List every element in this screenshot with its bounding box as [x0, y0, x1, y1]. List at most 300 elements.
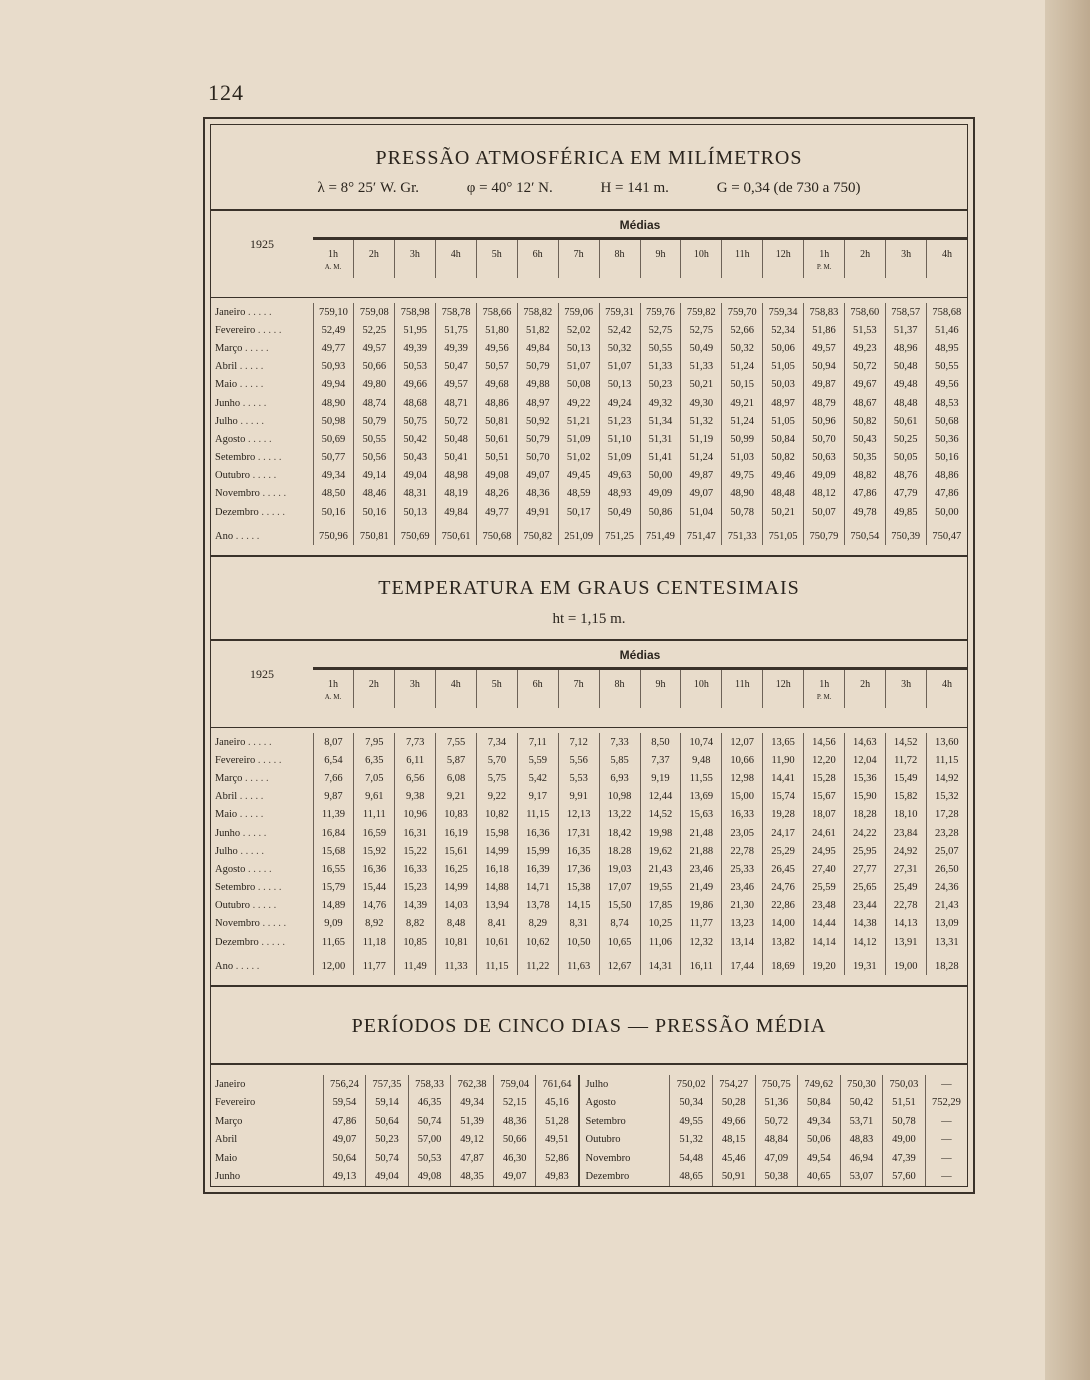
- value-cell: 49,84: [517, 339, 558, 357]
- value-cell: 50,99: [722, 430, 763, 448]
- value-cell: 11,39: [313, 806, 354, 824]
- value-cell: 49,07: [493, 1168, 536, 1187]
- value-cell: 50,43: [844, 430, 885, 448]
- value-cell: 25,29: [763, 842, 804, 860]
- value-cell: 750,30: [840, 1075, 883, 1094]
- value-cell: 50,28: [712, 1094, 755, 1113]
- value-cell: 49,57: [354, 339, 395, 357]
- value-cell: 50,35: [844, 449, 885, 467]
- month-name: Março: [215, 342, 243, 354]
- value-cell: 49,00: [883, 1131, 926, 1150]
- hour-header: 8h: [599, 670, 640, 708]
- value-cell: 7,12: [558, 733, 599, 751]
- value-cell: 750,47: [926, 521, 967, 545]
- value-cell: 14,00: [763, 915, 804, 933]
- value-cell: 9,22: [477, 788, 518, 806]
- value-cell: 50,16: [313, 503, 354, 521]
- value-cell: 14,13: [885, 915, 926, 933]
- value-cell: 48,86: [477, 394, 518, 412]
- value-cell: 14,89: [313, 897, 354, 915]
- value-cell: 51,80: [477, 321, 518, 339]
- value-cell: 49,23: [844, 339, 885, 357]
- value-cell: 48,50: [313, 485, 354, 503]
- am-label: A. M.: [324, 693, 342, 701]
- value-cell: 51,05: [763, 412, 804, 430]
- value-cell: 52,15: [493, 1094, 536, 1113]
- value-cell: 49,55: [670, 1112, 713, 1131]
- value-cell: 49,30: [681, 394, 722, 412]
- value-cell: 49,57: [804, 339, 845, 357]
- table-row: [211, 769, 967, 787]
- value-cell: 10,85: [395, 933, 436, 951]
- value-cell: 50,64: [366, 1112, 409, 1131]
- month-label: Novembro . . . . .: [215, 918, 287, 930]
- value-cell: 11,77: [681, 915, 722, 933]
- value-cell: 52,86: [536, 1149, 579, 1168]
- month-label: Setembro . . . . .: [215, 882, 282, 894]
- value-cell: 48,82: [844, 467, 885, 485]
- value-cell: 11,55: [681, 769, 722, 787]
- month-label: Julho: [579, 1075, 670, 1094]
- value-cell: 5,75: [477, 769, 518, 787]
- value-cell: 23,46: [722, 879, 763, 897]
- value-cell: 750,96: [313, 521, 354, 545]
- value-cell: 50,72: [755, 1112, 798, 1131]
- value-cell: 50,06: [763, 339, 804, 357]
- hour-header: 10h: [680, 670, 721, 708]
- month-label: Julho . . . . .: [215, 415, 265, 427]
- value-cell: —: [925, 1149, 967, 1168]
- value-cell: 45,46: [712, 1149, 755, 1168]
- value-cell: 9,61: [354, 788, 395, 806]
- value-cell: 47,79: [885, 485, 926, 503]
- month-label: Outubro . . . . .: [215, 470, 277, 482]
- value-cell: 6,35: [354, 751, 395, 769]
- value-cell: 51,53: [844, 321, 885, 339]
- value-cell: 50,42: [840, 1094, 883, 1113]
- value-cell: 51,33: [681, 358, 722, 376]
- table-row: [211, 1149, 967, 1168]
- hour-header: 10h: [680, 240, 721, 278]
- hour-header: 5h: [476, 670, 517, 708]
- value-cell: 50,32: [599, 339, 640, 357]
- value-cell: 52,49: [313, 321, 354, 339]
- value-cell: 59,54: [323, 1094, 366, 1113]
- value-cell: 750,79: [804, 521, 845, 545]
- value-cell: 21,49: [681, 879, 722, 897]
- hour-header: 6h: [517, 240, 558, 278]
- value-cell: 50,79: [517, 358, 558, 376]
- value-cell: —: [925, 1131, 967, 1150]
- value-cell: 50,00: [640, 467, 681, 485]
- value-cell: 49,75: [722, 467, 763, 485]
- table-row: [211, 394, 967, 412]
- table-row: [211, 503, 967, 521]
- value-cell: 48,96: [885, 339, 926, 357]
- value-cell: 49,12: [451, 1131, 494, 1150]
- value-cell: 25,33: [722, 860, 763, 878]
- value-cell: 10,50: [558, 933, 599, 951]
- month-name: Fevereiro: [215, 754, 256, 766]
- value-cell: 48,97: [763, 394, 804, 412]
- value-cell: 50,53: [395, 358, 436, 376]
- value-cell: 15,38: [558, 879, 599, 897]
- am-label: A. M.: [324, 263, 342, 271]
- value-cell: 47,87: [451, 1149, 494, 1168]
- value-cell: 22,86: [763, 897, 804, 915]
- value-cell: 47,09: [755, 1149, 798, 1168]
- value-cell: 18,69: [763, 951, 804, 975]
- month-label: Março . . . . .: [215, 342, 269, 354]
- table-row: [211, 339, 967, 357]
- value-cell: —: [925, 1168, 967, 1187]
- value-cell: 49,85: [885, 503, 926, 521]
- hour-header: 4h: [926, 670, 967, 708]
- pressure-table: [211, 303, 967, 545]
- value-cell: 17,36: [558, 860, 599, 878]
- value-cell: 50,51: [477, 449, 518, 467]
- hour-header: 3h: [394, 240, 435, 278]
- value-cell: 8,41: [477, 915, 518, 933]
- value-cell: —: [925, 1075, 967, 1094]
- value-cell: 7,05: [354, 769, 395, 787]
- temperature-year: 1925: [250, 667, 274, 681]
- value-cell: 49,94: [313, 376, 354, 394]
- table-row: [211, 824, 967, 842]
- value-cell: 15,98: [477, 824, 518, 842]
- value-cell: 48,74: [354, 394, 395, 412]
- month-label: Maio . . . . .: [215, 809, 264, 821]
- value-cell: 48,76: [885, 467, 926, 485]
- value-cell: 13,69: [681, 788, 722, 806]
- month-label: Abril: [215, 1134, 238, 1146]
- value-cell: 49,56: [926, 376, 967, 394]
- value-cell: 49,39: [436, 339, 477, 357]
- value-cell: 50,16: [926, 449, 967, 467]
- value-cell: 16,39: [517, 860, 558, 878]
- value-cell: 50,57: [477, 358, 518, 376]
- value-cell: 16,18: [477, 860, 518, 878]
- value-cell: 9,38: [395, 788, 436, 806]
- periods-rule: [211, 1063, 967, 1065]
- value-cell: 48,93: [599, 485, 640, 503]
- temperature-hour-headers: [313, 667, 967, 708]
- value-cell: 50,82: [763, 449, 804, 467]
- value-cell: 6,56: [395, 769, 436, 787]
- value-cell: 19,98: [640, 824, 681, 842]
- value-cell: 19,55: [640, 879, 681, 897]
- value-cell: 22,78: [885, 897, 926, 915]
- month-name: Abril: [215, 791, 238, 803]
- value-cell: 13,31: [926, 933, 967, 951]
- value-cell: 51,95: [395, 321, 436, 339]
- value-cell: 16,35: [558, 842, 599, 860]
- value-cell: 50,66: [493, 1131, 536, 1150]
- temperature-rule: [211, 639, 967, 641]
- value-cell: 48,98: [436, 467, 477, 485]
- value-cell: 49,07: [681, 485, 722, 503]
- value-cell: 18,42: [599, 824, 640, 842]
- value-cell: 759,82: [681, 303, 722, 321]
- value-cell: 50,91: [712, 1168, 755, 1187]
- value-cell: 14,52: [885, 733, 926, 751]
- value-cell: 758,33: [408, 1075, 451, 1094]
- value-cell: 750,82: [517, 521, 558, 545]
- value-cell: 50,96: [804, 412, 845, 430]
- value-cell: 14,44: [804, 915, 845, 933]
- value-cell: 759,08: [354, 303, 395, 321]
- value-cell: 50,21: [763, 503, 804, 521]
- value-cell: 8,31: [558, 915, 599, 933]
- value-cell: 5,53: [558, 769, 599, 787]
- value-cell: 48,36: [517, 485, 558, 503]
- value-cell: 52,75: [681, 321, 722, 339]
- value-cell: 49,09: [640, 485, 681, 503]
- value-cell: 40,65: [798, 1168, 841, 1187]
- value-cell: 15,92: [354, 842, 395, 860]
- pressure-hour-headers: [313, 237, 967, 278]
- value-cell: 52,42: [599, 321, 640, 339]
- value-cell: 21,43: [640, 860, 681, 878]
- value-cell: 48,48: [763, 485, 804, 503]
- value-cell: 16,84: [313, 824, 354, 842]
- value-cell: 50,77: [313, 449, 354, 467]
- value-cell: 51,28: [536, 1112, 579, 1131]
- month-name: Maio: [215, 809, 238, 821]
- value-cell: 10,66: [722, 751, 763, 769]
- value-cell: 25,59: [804, 879, 845, 897]
- value-cell: 25,49: [885, 879, 926, 897]
- value-cell: 49,39: [395, 339, 436, 357]
- value-cell: 50,13: [558, 339, 599, 357]
- value-cell: 50,17: [558, 503, 599, 521]
- value-cell: 51,33: [640, 358, 681, 376]
- value-cell: 25,65: [844, 879, 885, 897]
- value-cell: 50,92: [517, 412, 558, 430]
- value-cell: 11,11: [354, 806, 395, 824]
- value-cell: 759,70: [722, 303, 763, 321]
- value-cell: 50,70: [517, 449, 558, 467]
- value-cell: 48,19: [436, 485, 477, 503]
- month-label: Setembro . . . . .: [215, 452, 282, 464]
- pressure-title: PRESSÃO ATMOSFÉRICA EM MILÍMETROS: [375, 147, 803, 169]
- value-cell: 49,09: [804, 467, 845, 485]
- value-cell: 50,61: [885, 412, 926, 430]
- value-cell: 16,59: [354, 824, 395, 842]
- value-cell: 5,70: [477, 751, 518, 769]
- value-cell: 761,64: [536, 1075, 579, 1094]
- month-name: Outubro: [215, 900, 250, 912]
- value-cell: 16,36: [354, 860, 395, 878]
- value-cell: 50,32: [722, 339, 763, 357]
- hour-header: 1h A. M.: [313, 240, 353, 278]
- value-cell: 54,48: [670, 1149, 713, 1168]
- value-cell: 7,34: [477, 733, 518, 751]
- value-cell: 14,56: [804, 733, 845, 751]
- value-cell: 51,46: [926, 321, 967, 339]
- value-cell: 51,05: [763, 358, 804, 376]
- value-cell: 25,95: [844, 842, 885, 860]
- value-cell: 16,19: [436, 824, 477, 842]
- value-cell: 50,47: [436, 358, 477, 376]
- value-cell: 49,87: [681, 467, 722, 485]
- value-cell: 5,59: [517, 751, 558, 769]
- table-row: [211, 321, 967, 339]
- value-cell: 49,07: [517, 467, 558, 485]
- month-label: Junho . . . . .: [215, 397, 267, 409]
- value-cell: 27,31: [885, 860, 926, 878]
- month-name: Outubro: [215, 470, 250, 482]
- value-cell: 26,45: [763, 860, 804, 878]
- value-cell: 10,81: [436, 933, 477, 951]
- value-cell: 49,21: [722, 394, 763, 412]
- periods-table: [211, 1075, 967, 1186]
- value-cell: 48,59: [558, 485, 599, 503]
- value-cell: 19,20: [804, 951, 845, 975]
- value-cell: 50,36: [926, 430, 967, 448]
- value-cell: 759,31: [599, 303, 640, 321]
- value-cell: 14,03: [436, 897, 477, 915]
- value-cell: 50,74: [366, 1149, 409, 1168]
- value-cell: 50,08: [558, 376, 599, 394]
- pm-label: P. M.: [816, 263, 832, 271]
- value-cell: 50,43: [395, 449, 436, 467]
- value-cell: 15,44: [354, 879, 395, 897]
- value-cell: 14,76: [354, 897, 395, 915]
- hour-header: 2h: [353, 670, 394, 708]
- temperature-title: TEMPERATURA EM GRAUS CENTESIMAIS: [378, 577, 800, 599]
- value-cell: 14,39: [395, 897, 436, 915]
- value-cell: 51,02: [558, 449, 599, 467]
- value-cell: 46,94: [840, 1149, 883, 1168]
- value-cell: 47,86: [323, 1112, 366, 1131]
- value-cell: 23,44: [844, 897, 885, 915]
- value-cell: 49,77: [477, 503, 518, 521]
- value-cell: 15,00: [722, 788, 763, 806]
- value-cell: 9,87: [313, 788, 354, 806]
- month-label: Junho . . . . .: [215, 827, 267, 839]
- param-longitude: λ = 8° 25′ W. Gr.: [317, 180, 419, 196]
- value-cell: 751,33: [722, 521, 763, 545]
- param-gravity: G = 0,34 (de 730 a 750): [716, 180, 861, 196]
- value-cell: 48,90: [313, 394, 354, 412]
- value-cell: 50,64: [323, 1149, 366, 1168]
- value-cell: 13,82: [763, 933, 804, 951]
- table-row: [211, 449, 967, 467]
- value-cell: 24,61: [804, 824, 845, 842]
- value-cell: 19,31: [844, 951, 885, 975]
- value-cell: 15,28: [804, 769, 845, 787]
- value-cell: 50,63: [804, 449, 845, 467]
- value-cell: —: [925, 1112, 967, 1131]
- value-cell: 9,09: [313, 915, 354, 933]
- table-row: [211, 303, 967, 321]
- value-cell: 18,07: [804, 806, 845, 824]
- value-cell: 51,37: [885, 321, 926, 339]
- value-cell: 12,07: [722, 733, 763, 751]
- value-cell: 758,78: [436, 303, 477, 321]
- value-cell: 48,15: [712, 1131, 755, 1150]
- value-cell: 50,25: [885, 430, 926, 448]
- value-cell: 749,62: [798, 1075, 841, 1094]
- value-cell: 52,25: [354, 321, 395, 339]
- value-cell: 50,61: [477, 430, 518, 448]
- month-label: Novembro . . . . .: [215, 488, 287, 500]
- value-cell: 50,82: [844, 412, 885, 430]
- table-row: [211, 915, 967, 933]
- tables-frame: [203, 117, 975, 1194]
- value-cell: 12,67: [599, 951, 640, 975]
- value-cell: 50,55: [640, 339, 681, 357]
- value-cell: 49,32: [640, 394, 681, 412]
- month-name: Fevereiro: [215, 324, 256, 336]
- value-cell: 51,34: [640, 412, 681, 430]
- value-cell: 48,97: [517, 394, 558, 412]
- value-cell: 9,21: [436, 788, 477, 806]
- value-cell: 49,87: [804, 376, 845, 394]
- value-cell: 50,03: [763, 376, 804, 394]
- value-cell: 7,37: [640, 751, 681, 769]
- pressure-header-rule: [211, 297, 967, 298]
- value-cell: 7,11: [517, 733, 558, 751]
- month-label: Outubro . . . . .: [215, 900, 277, 912]
- table-row: [211, 751, 967, 769]
- value-cell: 8,50: [640, 733, 681, 751]
- value-cell: 11,18: [354, 933, 395, 951]
- value-cell: 15,82: [885, 788, 926, 806]
- value-cell: 49,34: [313, 467, 354, 485]
- value-cell: 14,92: [926, 769, 967, 787]
- value-cell: 50,13: [599, 376, 640, 394]
- value-cell: 17,44: [722, 951, 763, 975]
- value-cell: 751,05: [763, 521, 804, 545]
- month-name: Junho: [215, 397, 241, 409]
- value-cell: 51,32: [681, 412, 722, 430]
- temperature-table: [211, 733, 967, 975]
- table-row: [211, 1094, 967, 1113]
- value-cell: 50,79: [354, 412, 395, 430]
- value-cell: 59,14: [366, 1094, 409, 1113]
- value-cell: 19,28: [763, 806, 804, 824]
- value-cell: 50,68: [926, 412, 967, 430]
- value-cell: 53,07: [840, 1168, 883, 1187]
- value-cell: 14,99: [436, 879, 477, 897]
- value-cell: 50,93: [313, 358, 354, 376]
- value-cell: 23,84: [885, 824, 926, 842]
- value-cell: 750,75: [755, 1075, 798, 1094]
- month-name: Junho: [215, 827, 241, 839]
- value-cell: 49,08: [477, 467, 518, 485]
- value-cell: 14,38: [844, 915, 885, 933]
- value-cell: 751,47: [681, 521, 722, 545]
- value-cell: 750,81: [354, 521, 395, 545]
- hour-header: 1h A. M.: [313, 670, 353, 708]
- value-cell: 758,68: [926, 303, 967, 321]
- table-row: [211, 733, 967, 751]
- value-cell: 15,67: [804, 788, 845, 806]
- value-cell: 49,04: [395, 467, 436, 485]
- value-cell: 10,74: [681, 733, 722, 751]
- value-cell: 9,91: [558, 788, 599, 806]
- value-cell: 51,03: [722, 449, 763, 467]
- value-cell: 14,15: [558, 897, 599, 915]
- pressure-year: 1925: [250, 237, 274, 251]
- hour-header: 9h: [640, 240, 681, 278]
- value-cell: 19,86: [681, 897, 722, 915]
- value-cell: 48,90: [722, 485, 763, 503]
- hour-header: 3h: [885, 240, 926, 278]
- value-cell: 5,85: [599, 751, 640, 769]
